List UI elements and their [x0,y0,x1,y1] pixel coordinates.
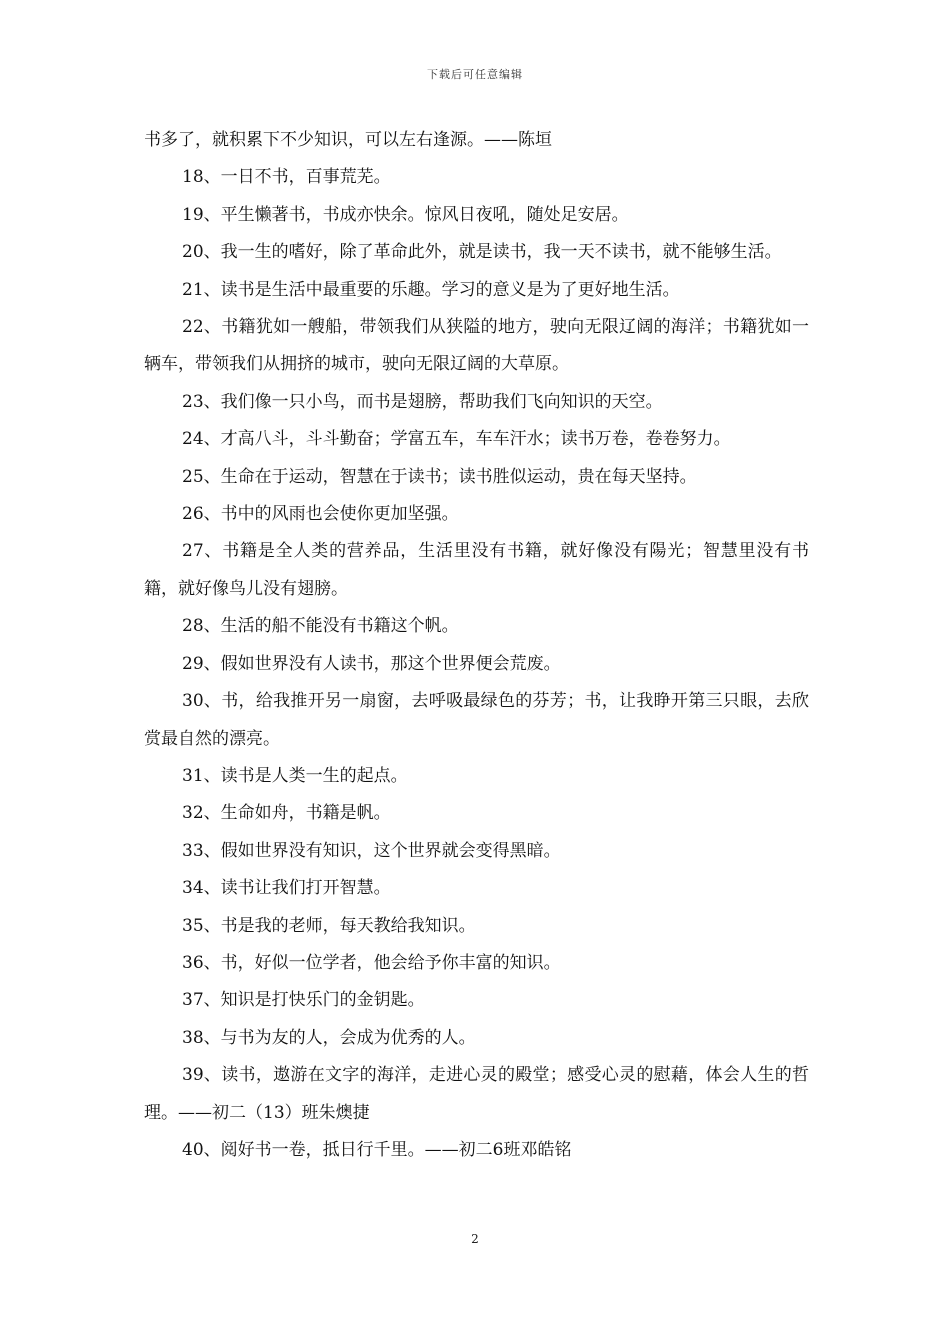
paragraph: 38、与书为友的人，会成为优秀的人。 [182,1027,476,1048]
paragraph: 26、书中的风雨也会使你更加坚强。 [182,504,459,525]
paragraph: 33、假如世界没有知识，这个世界就会变得黑暗。 [182,840,561,861]
paragraph: 32、生命如舟，书籍是帆。 [182,803,391,824]
paragraph: 书多了，就积累下不少知识，可以左右逢源。——陈垣 [144,130,552,150]
paragraph: 36、书，好似一位学者，他会给予你丰富的知识。 [182,952,561,973]
paragraph: 34、读书让我们打开智慧。 [182,878,391,899]
document-body [144,122,809,1169]
paragraph: 37、知识是打快乐门的金钥匙。 [182,990,425,1011]
paragraph: 29、假如世界没有人读书，那这个世界便会荒废。 [182,653,561,674]
paragraph: 24、才高八斗，斗斗勤奋；学富五车，车车汗水；读书万卷，卷卷努力。 [182,429,731,450]
paragraph: 30、书，给我推开另一扇窗，去呼吸最绿色的芬芳；书，让我睁开第三只眼，去欣赏最自然的漂亮。 [144,691,809,749]
paragraph: 21、读书是生活中最重要的乐趣。学习的意义是为了更好地生活。 [182,279,680,300]
paragraph: 23、我们像一只小鸟，而书是翅膀，帮助我们飞向知识的天空。 [182,391,663,412]
paragraph: 40、阅好书一卷，抵日行千里。——初二6班邓皓铭 [182,1139,572,1160]
paragraph: 18、一日不书，百事荒芜。 [182,167,391,188]
paragraph: 22、书籍犹如一艘船，带领我们从狭隘的地方，驶向无限辽阔的海洋；书籍犹如一辆车，带领我们从拥挤的城市，驶向无限辽阔的大草原。 [144,317,809,375]
paragraph: 31、读书是人类一生的起点。 [182,765,408,786]
paragraph: 25、生命在于运动，智慧在于读书；读书胜似运动，贵在每天坚持。 [182,466,697,487]
paragraph: 20、我一生的嗜好，除了革命此外，就是读书，我一天不读书，就不能够生活。 [182,242,782,263]
paragraph: 35、书是我的老师，每天教给我知识。 [182,915,476,936]
paragraph: 39、读书，遨游在文字的海洋，走进心灵的殿堂；感受心灵的慰藉，体会人生的哲理。——初二（13）班朱燠捷 [144,1065,809,1123]
paragraph: 28、生活的船不能没有书籍这个帆。 [182,616,459,637]
paragraph: 27、书籍是全人类的营养品，生活里没有书籍，就好像没有陽光；智慧里没有书籍，就好像鸟儿没有翅膀。 [144,541,809,599]
header-note: 下载后可任意编辑 [427,68,523,81]
paragraph: 19、平生懒著书，书成亦快余。惊风日夜吼，随处足安居。 [182,204,629,225]
page-number: 2 [471,1232,479,1246]
